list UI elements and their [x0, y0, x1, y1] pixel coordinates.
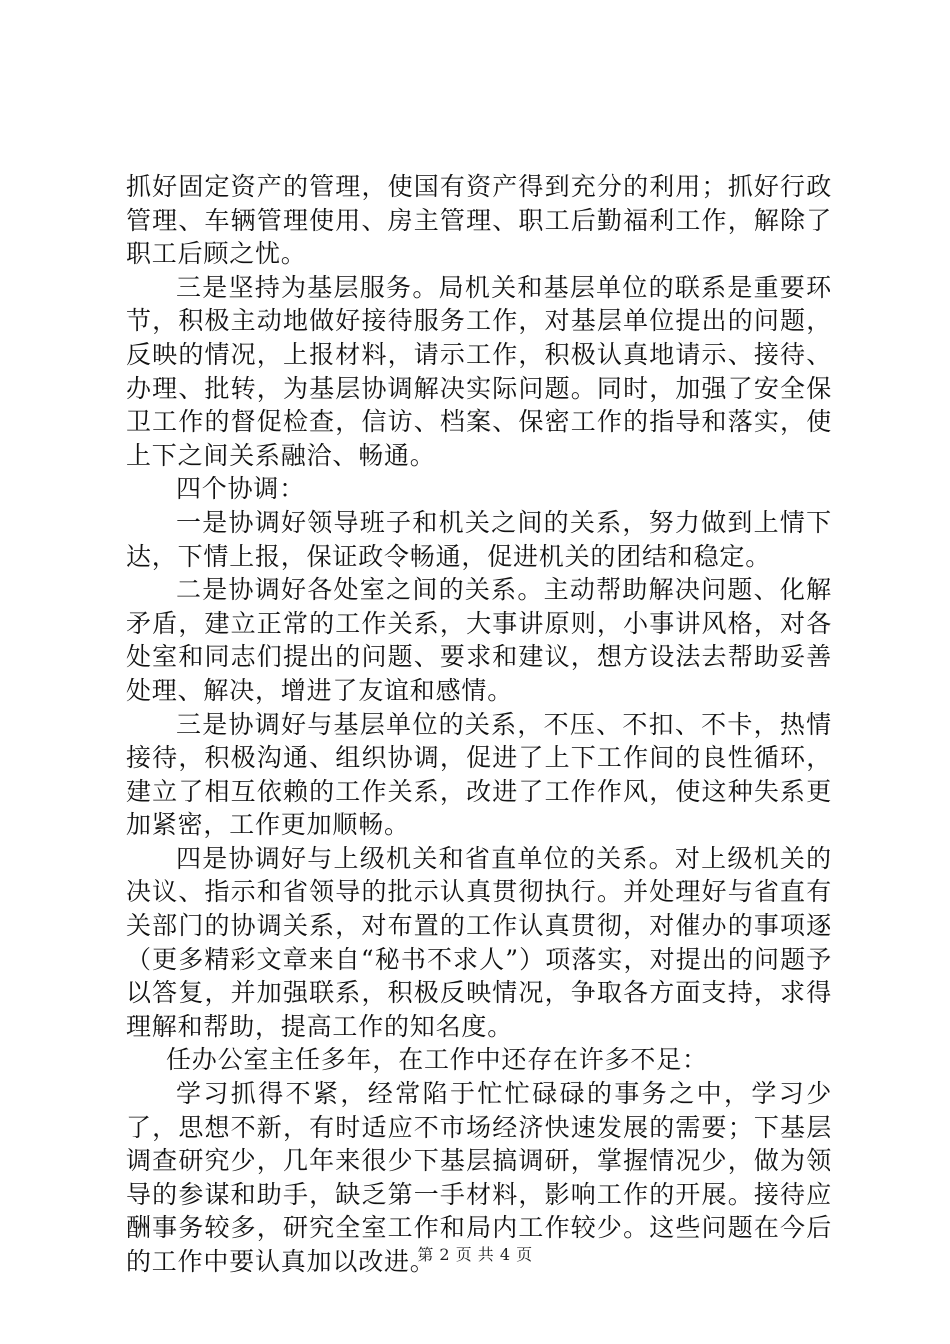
- paragraph-1: 抓好固定资产的管理，使国有资产得到充分的利用；抓好行政管理、车辆管理使用、房主管理、职工后勤福利工作，解除了职工后顾之忧。: [126, 172, 832, 269]
- paragraph-4: 一是协调好领导班子和机关之间的关系，努力做到上情下达，下情上报，保证政令畅通，促进机关的团结和稳定。: [126, 507, 832, 571]
- paragraph-7: 四是协调好与上级机关和省直单位的关系。对上级机关的决议、指示和省领导的批示认真贯彻执行。并处理好与省直有关部门的协调关系，对布置的工作认真贯彻，对催办的事项逐（更多精彩文章来自“秘书不求人”）项落实，对提出的问题予以答复，并加强联系，积极反映情况，争取各方面支持，求得理解和帮助，提高工作的知名度。: [126, 843, 832, 1041]
- paragraph-6: 三是协调好与基层单位的关系，不压、不扣、不卡，热情接待，积极沟通、组织协调，促进了上下工作间的良性循环，建立了相互依赖的工作关系，改进了工作作风，使这种失系更加紧密，工作更加顺畅。: [126, 709, 832, 840]
- paragraph-2: 三是坚持为基层服务。局机关和基层单位的联系是重要环节，积极主动地做好接待服务工作，对基层单位提出的问题，反映的情况，上报材料，请示工作，积极认真地请示、接待、办理、批转，为基层协调解决实际问题。同时，加强了安全保卫工作的督促检查，信访、档案、保密工作的指导和落实，使上下之间关系融洽、畅通。: [126, 272, 832, 470]
- paragraph-9: 学习抓得不紧，经常陷于忙忙碌碌的事务之中，学习少了，思想不新，有时适应不市场经济快速发展的需要；下基层调查研究少，几年来很少下基层搞调研，掌握情况少，做为领导的参谋和助手，缺乏第一手材料，影响工作的开展。接待应酬事务较多，研究全室工作和局内工作较少。这些问题在今后的工作中要认真加以改进。: [126, 1079, 832, 1276]
- page-number-footer: 第 2 页 共 4 页: [417, 1245, 533, 1264]
- document-body: [126, 170, 832, 1279]
- paragraph-5: 二是协调好各处室之间的关系。主动帮助解决问题、化解矛盾，建立正常的工作关系，大事讲原则，小事讲风格，对各处室和同志们提出的问题、要求和建议，想方设法去帮助妥善处理、解决，增进了友谊和感情。: [126, 575, 832, 705]
- paragraph-8: 任办公室主任多年，在工作中还存在许多不足：: [166, 1045, 708, 1075]
- paragraph-3: 四个协调：: [176, 474, 306, 504]
